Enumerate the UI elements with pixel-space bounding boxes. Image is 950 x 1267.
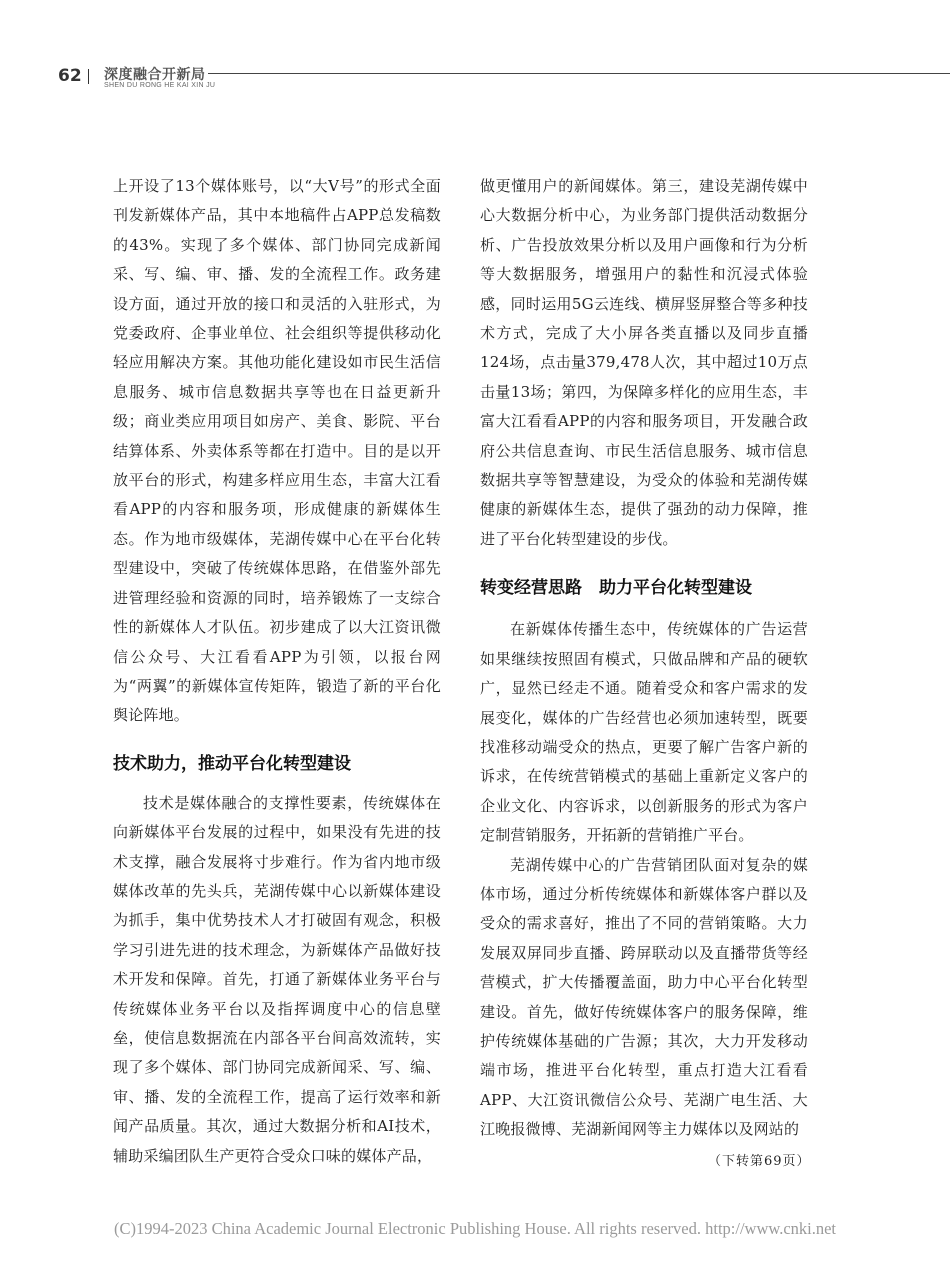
right-paragraph-3: 芜湖传媒中心的广告营销团队面对复杂的媒体市场，通过分析传统媒体和新媒体客户群以及受众的需求喜好，推出了不同的营销策略。大力发展双屏同步直播、跨屏联动以及直播带货等经营模式，扩大传播覆盖面，助力中心平台化转型建设。首先，做好传统媒体客户的服务保障，维护传统媒体基础的广告源；其次，大力开发移动端市场，推进平台化转型，重点打造大江看看APP、大江资讯微信公众号、芜湖广电生活、大江晚报微博、芜湖新闻网等主力媒体以及网站的	[480, 855, 808, 1139]
section-heading-business: 转变经营思路 助力平台化转型建设	[480, 578, 752, 599]
copyright-footer: (C)1994-2023 China Academic Journal Electronic Publishing House. All rights reserved. http://www.cnki.net	[113, 1219, 837, 1238]
page-header	[58, 64, 950, 94]
journal-pinyin: SHEN DU RONG HE KAI XIN JU	[104, 82, 216, 89]
continued-note: （下转第69页）	[708, 1154, 811, 1169]
header-divider	[88, 69, 89, 84]
section-heading-tech: 技术助力，推动平台化转型建设	[113, 753, 351, 774]
right-paragraph-1: 做更懂用户的新闻媒体。第三，建设芜湖传媒中心大数据分析中心，为业务部门提供活动数据分析、广告投放效果分析以及用户画像和行为分析等大数据服务，增强用户的黏性和沉浸式体验感，同时运用5G云连线、横屏竖屏整合等多种技术方式，完成了大小屏各类直播以及同步直播124场，点击量379,478人次，其中超过10万点击量13场；第四，为保障多样化的应用生态，丰富大江看看APP的内容和服务项目，开发融合政府公共信息查询、市民生活信息服务、城市信息数据共享等智慧建设，为受众的体验和芜湖传媒健康的新媒体生态，提供了强劲的动力保障，推进了平台化转型建设的步伐。	[480, 177, 808, 548]
page-number: 62	[58, 66, 82, 86]
left-column	[113, 172, 441, 1171]
header-rule	[208, 73, 950, 74]
right-column	[480, 172, 808, 1145]
left-paragraph-1: 上开设了13个媒体账号，以“大V号”的形式全面刊发新媒体产品，其中本地稿件占APP总发稿数的43%。实现了多个媒体、部门协同完成新闻采、写、编、审、播、发的全流程工作。政务建设方面，通过开放的接口和灵活的入驻形式，为党委政府、企事业单位、社会组织等提供移动化轻应用解决方案。其他功能化建设如市民生活信息服务、城市信息数据共享等也在日益更新升级；商业类应用项目如房产、美食、影院、平台结算体系、外卖体系等都在打造中。目的是以开放平台的形式，构建多样应用生态，丰富大江看看APP的内容和服务项，形成健康的新媒体生态。作为地市级媒体，芜湖传媒中心在平台化转型建设中，突破了传统媒体思路，在借鉴外部先进管理经验和资源的同时，培养锻炼了一支综合性的新媒体人才队伍。初步建成了以大江资讯微信公众号、大江看看APP为引领，以报台网为“两翼”的新媒体宣传矩阵，锻造了新的平台化舆论阵地。	[113, 177, 441, 725]
right-paragraph-2: 在新媒体传播生态中，传统媒体的广告运营如果继续按照固有模式，只做品牌和产品的硬软广，显然已经走不通。随着受众和客户需求的发展变化，媒体的广告经营也必须加速转型，既要找准移动端受众的热点，更要了解广告客户新的诉求，在传统营销模式的基础上重新定义客户的企业文化、内容诉求，以创新服务的形式为客户定制营销服务，开拓新的营销推广平台。	[480, 620, 808, 845]
left-paragraph-2: 技术是媒体融合的支撑性要素，传统媒体在向新媒体平台发展的过程中，如果没有先进的技术支撑，融合发展将寸步难行。作为省内地市级媒体改革的先头兵，芜湖传媒中心以新媒体建设为抓手，集中优势技术人才打破固有观念，积极学习引进先进的技术理念，为新媒体产品做好技术开发和保障。首先，打通了新媒体业务平台与传统媒体业务平台以及指挥调度中心的信息壁垒，使信息数据流在内部各平台间高效流转，实现了多个媒体、部门协同完成新闻采、写、编、审、播、发的全流程工作，提高了运行效率和新闻产品质量。其次，通过大数据分析和AI技术，辅助采编团队生产更符合受众口味的媒体产品，	[113, 793, 441, 1165]
journal-title: 深度融合开新局	[104, 67, 206, 83]
